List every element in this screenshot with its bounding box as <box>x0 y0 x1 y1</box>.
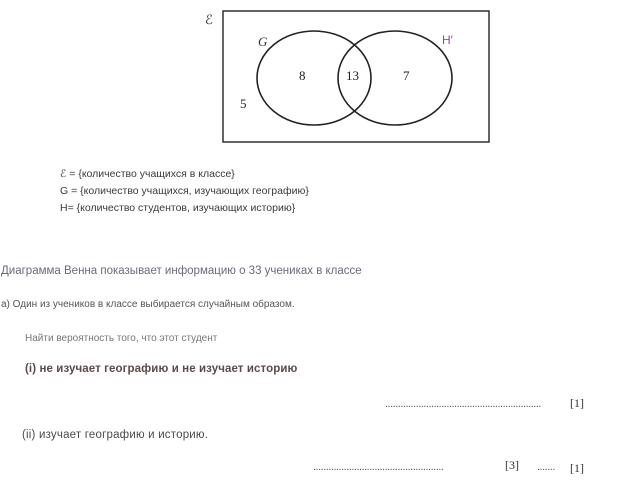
only-g-value: 8 <box>299 68 306 83</box>
only-h-value: 7 <box>403 68 410 83</box>
answer-line-ii-extra[interactable]: ....... <box>537 461 555 473</box>
answer-line-i[interactable]: ............................................................. <box>385 398 541 410</box>
intersection-value: 13 <box>346 68 359 83</box>
sub-question-ii: (ii) изучает географию и историю. <box>22 429 209 441</box>
definition-universal: ℰ = {количество учащихся в классе} <box>60 168 235 180</box>
sub-question-i: (i) не изучает географию и не изучает историю <box>25 363 298 375</box>
definition-h: H= {количество студентов, изучающих историю} <box>60 202 296 214</box>
set-g-label: G <box>258 34 268 49</box>
outside-value: 5 <box>240 96 247 111</box>
question-find: Найти вероятность того, что этот студент <box>25 333 218 344</box>
question-part-a: а) Один из учеников в классе выбирается случайным образом. <box>1 299 295 310</box>
question-intro: Диаграмма Венна показывает информацию о 33 учениках в классе <box>1 265 362 277</box>
mark-i: [1] <box>570 396 584 410</box>
definition-g: G = {количество учащихся, изучающих географию} <box>60 185 309 197</box>
universal-set-symbol: ℰ <box>205 12 213 27</box>
mark-ii: [3] <box>505 458 519 472</box>
answer-line-ii[interactable]: ................................................... <box>313 461 444 473</box>
mark-ii-extra: [1] <box>570 461 584 475</box>
set-h-label: H′ <box>442 33 453 47</box>
